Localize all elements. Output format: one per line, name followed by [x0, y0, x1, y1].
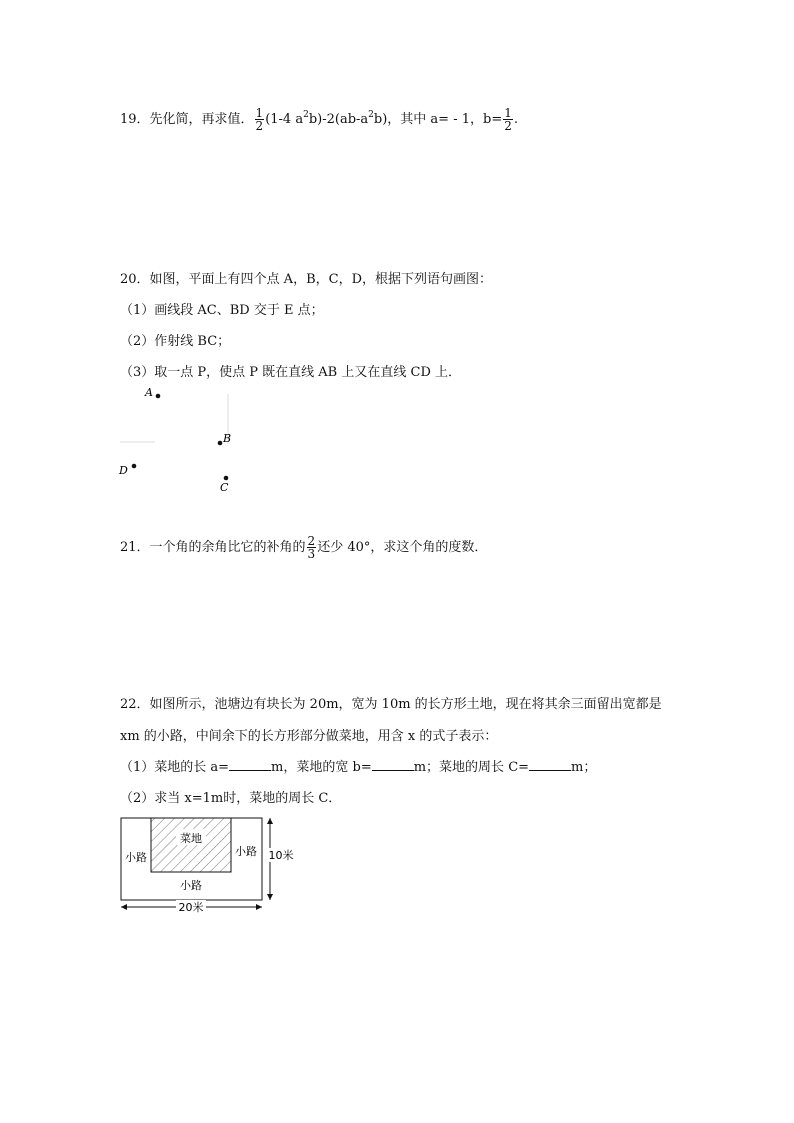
blank-width: [372, 758, 414, 771]
point-d-label: D: [119, 464, 128, 477]
height-arrow-bottom: [267, 894, 273, 900]
garden-label: 菜地: [180, 832, 202, 845]
fraction-two-thirds: $\frac{2}{3}$: [307, 534, 316, 561]
point-d: [132, 464, 137, 469]
q19-sup-2: 2: [368, 110, 374, 120]
height-arrow-top: [267, 818, 273, 824]
question-21: 21．一个角的余角比它的补角的 $\frac{2}{3}$ 还少 40°，求这个角的度数．: [120, 534, 488, 561]
question-20-item-3: （3）取一点 P，使点 P 既在直线 AB 上又在直线 CD 上．: [120, 365, 462, 380]
points-figure: [115, 384, 245, 494]
question-22-item-1: （1）菜地的长 a= m，菜地的宽 b= m；菜地的周长 C= m；: [120, 760, 597, 775]
width-label: 20米: [178, 901, 204, 914]
question-20-item-2: （2）作射线 BC；: [120, 334, 231, 349]
point-b-label: B: [223, 432, 232, 445]
question-22-item-2: （2）求当 x=1m时，菜地的周长 C．: [120, 791, 342, 806]
question-22-line-1: 22．如图所示，池塘边有块长为 20m，宽为 10m 的长方形土地，现在将其余三面留出宽都是: [120, 697, 662, 712]
path-right-label: 小路: [235, 845, 257, 858]
q19-expr-c: b)，其中 a= - 1，b=: [373, 112, 503, 127]
question-19: 19．先化简，再求值． $\frac{1}{2}$ (1-4 $a^2b)-2(ab-a^2b)$，其中 a= - 1，b= $\frac{1}{2}$ .: [120, 106, 518, 133]
q19-expr-b: b)-2(ab-a: [308, 112, 369, 127]
point-a-label: A: [145, 386, 153, 399]
blank-perimeter: [529, 758, 571, 771]
width-arrow-left: [121, 904, 127, 910]
point-b: [218, 441, 223, 446]
blank-length: [229, 758, 271, 771]
point-c-label: C: [220, 481, 229, 494]
height-label: 10米: [268, 849, 294, 862]
path-bottom-label: 小路: [180, 879, 202, 892]
garden-figure: [118, 815, 298, 915]
question-22-line-2: xm 的小路，中间余下的长方形部分做菜地，用含 x 的式子表示：: [120, 729, 498, 744]
q19-prefix: 19．先化简，再求值．: [120, 112, 254, 127]
fraction-half-b: $\frac{1}{2}$: [504, 106, 512, 133]
question-20-title: 20．如图，平面上有四个点 A，B，C，D，根据下列语句画图：: [120, 272, 492, 287]
point-a: [156, 394, 161, 399]
q19-sup-1: 2: [303, 110, 309, 120]
question-20-item-1: （1）画线段 AC、BD 交于 E 点；: [120, 303, 324, 318]
fraction-half: $\frac{1}{2}$: [255, 106, 264, 133]
point-c: [224, 476, 229, 481]
width-arrow-right: [256, 904, 262, 910]
path-left-label: 小路: [125, 851, 147, 864]
q19-expr-a: (1-4 a: [265, 112, 304, 127]
